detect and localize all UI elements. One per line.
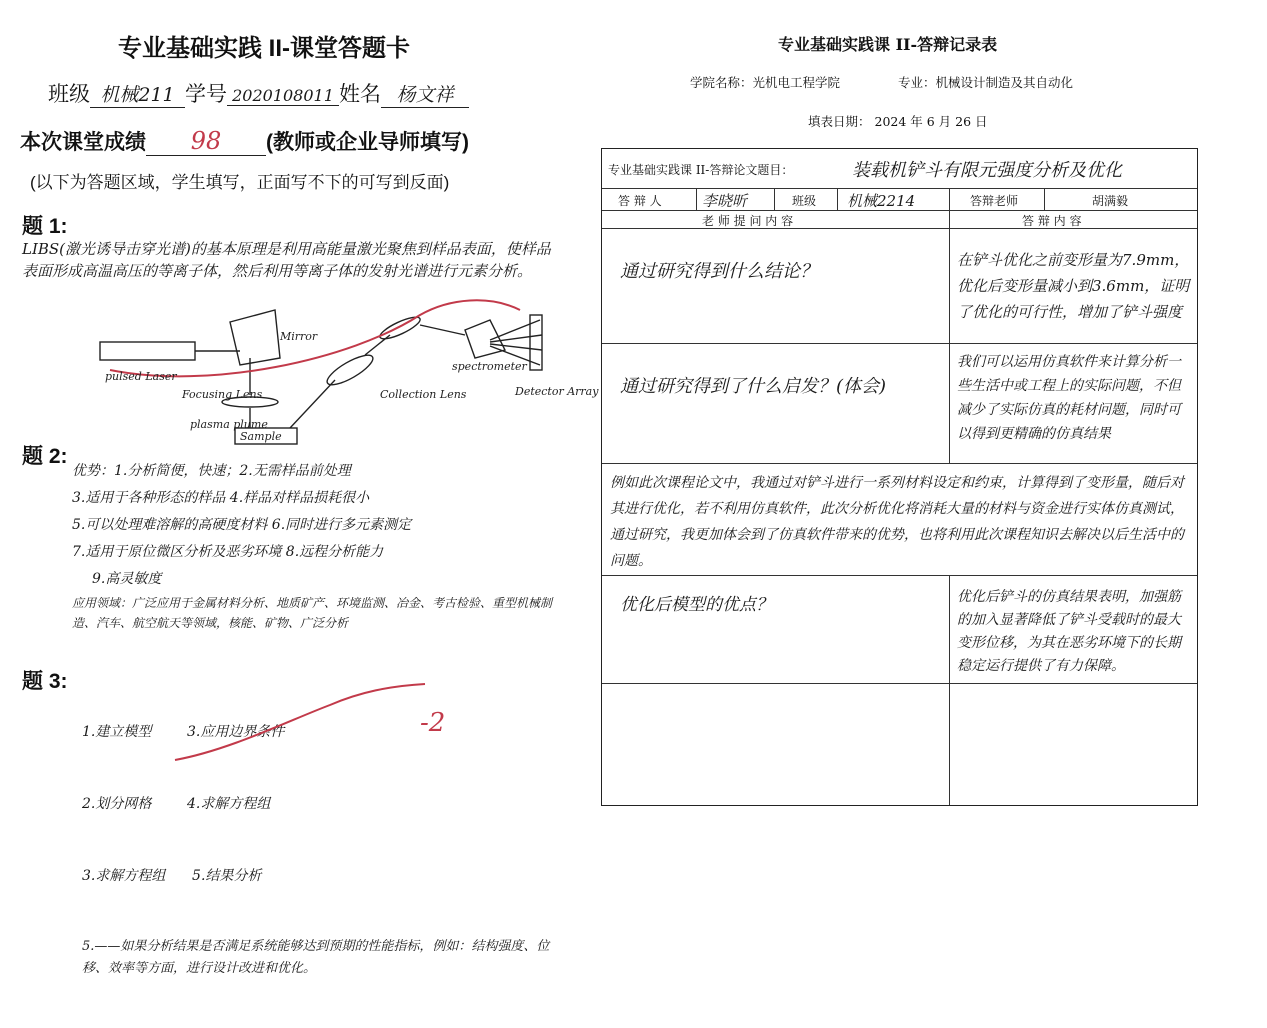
- label-detector-array: Detector Array: [515, 385, 599, 398]
- q3-line: 2.划分网格 4.求解方程组: [82, 796, 271, 812]
- empty-row-divider: [949, 684, 950, 805]
- label-plasma-plume: plasma plume: [190, 418, 268, 431]
- id-label: 学号: [185, 83, 227, 106]
- major-label: 专业：机械设计制造及其自动化: [898, 75, 1074, 90]
- qa-answer: 在铲斗优化之前变形量为7.9mm，优化后变形量减小到3.6mm，证明了优化的可行性，增加了铲斗强度: [957, 251, 1190, 321]
- score-deduction: -2: [420, 708, 446, 738]
- class-value: 机械211: [90, 80, 185, 108]
- qa-question: 优化后模型的优点？: [620, 595, 773, 615]
- instruction-text: (以下为答题区域，学生填写，正面写不下的可写到反面): [30, 173, 450, 192]
- q2-line: 9.高灵敏度: [92, 571, 162, 587]
- defense-record-page: [598, 0, 1267, 825]
- q2-line: 优势：1.分析简便，快速；2.无需样品前处理: [72, 463, 351, 479]
- score-note: (教师或企业导师填写): [266, 131, 469, 154]
- teacher-value: 胡满毅: [1092, 194, 1129, 208]
- defender-label: 答 辩 人: [618, 194, 662, 208]
- spectrometer-shape: [465, 320, 505, 358]
- question-column-header: 老 师 提 问 内 容: [702, 214, 794, 228]
- class-label: 班级: [48, 83, 90, 106]
- q2-answer: [72, 458, 562, 633]
- topic-label: 专业基础实践课 II-答辩论文题目：: [608, 163, 794, 177]
- date-label: 填表日期：: [808, 114, 871, 129]
- q2-label: 题 2:: [22, 445, 68, 468]
- q3-line: 3.求解方程组 5.结果分析: [82, 868, 262, 884]
- q3-label: 题 3:: [22, 670, 68, 693]
- qa-wide-row: [602, 464, 1197, 576]
- record-title: 专业基础实践课 II-答辩记录表: [778, 35, 998, 54]
- qa-answer: 优化后铲斗的仿真结果表明，加强筋的加入显著降低了铲斗受载时的最大变形位移，为其在恶劣环境下的长期稳定运行提供了有力保障。: [957, 589, 1181, 674]
- q1-label: 题 1:: [22, 215, 68, 238]
- qa-question: 通过研究得到什么结论？: [620, 261, 818, 282]
- label-focusing-lens: Focusing Lens: [182, 388, 263, 401]
- score-value: 98: [146, 127, 266, 156]
- label-sample: Sample: [240, 430, 282, 443]
- q2-line: 3.适用于各种形态的样品 4.样品对样品损耗很小: [72, 490, 370, 506]
- college-label: 学院名称：光机电工程学院: [690, 75, 841, 90]
- red-correction-curve: [170, 680, 430, 770]
- id-value: 2020108011: [227, 86, 339, 106]
- laser-box: [100, 342, 195, 360]
- q1-answer: LIBS(激光诱导击穿光谱)的基本原理是利用高能量激光聚焦到样品表面，使样品表面形成高温高压的等离子体，然后利用等离子体的发射光谱进行元素分析。: [22, 240, 551, 280]
- qa-question: 通过研究得到了什么启发？(体会): [620, 376, 887, 397]
- qa-row: [602, 229, 1197, 344]
- q2-line: 5.可以处理难溶解的高硬度材料 6.同时进行多元素测定: [72, 517, 412, 533]
- column-header-row: [602, 211, 1197, 229]
- qa-row: [602, 344, 1197, 464]
- mirror-shape: [230, 310, 280, 365]
- answer-column-header: 答 辩 内 容: [1022, 214, 1082, 228]
- score-row: [20, 126, 469, 156]
- answer-card-page: [0, 0, 599, 976]
- qa-answer: 我们可以运用仿真软件来计算分析一些生活中或工程上的实际问题，不但减少了实际仿真的耗材问题，同时可以得到更精确的仿真结果: [957, 354, 1181, 442]
- defender-row: [602, 189, 1197, 211]
- label-pulsed-laser: pulsed Laser: [105, 370, 177, 383]
- q2-line: 应用领域：广泛应用于金属材料分析、地质矿产、环境监测、冶金、考古检验、重型机械制造、汽车、航空航天等领域，核能、矿物、广泛分析: [72, 596, 553, 630]
- date-row: [808, 112, 988, 130]
- class-label-record: 班级: [792, 194, 817, 208]
- teacher-label: 答辩老师: [970, 194, 1019, 208]
- topic-row: [602, 149, 1197, 189]
- label-collection-lens: Collection Lens: [380, 388, 467, 401]
- label-spectrometer: spectrometer: [452, 360, 527, 373]
- date-value: 2024 年 6 月 26 日: [874, 114, 988, 129]
- record-table: [601, 148, 1198, 806]
- student-info-row: [48, 78, 469, 108]
- name-value: 杨文祥: [381, 80, 469, 108]
- qa-row: [602, 576, 1197, 684]
- qa-wide-text: 例如此次课程论文中，我通过对铲斗进行一系列材料设定和约束，计算得到了变形量，随后对其进行优化，若不利用仿真软件，此次分析优化将消耗大量的材料与资金进行实体仿真测试，通过研究，我更加体会到了仿真软件带来的优势，也将利用此次课程知识去解决以后生活中的问题。: [610, 475, 1184, 569]
- name-label: 姓名: [339, 83, 381, 106]
- class-value-record: 机械2214: [847, 192, 916, 210]
- q3-line: 5.——如果分析结果是否满足系统能够达到预期的性能指标，例如：结构强度、位移、效率等方面，进行设计改进和优化。: [82, 939, 550, 976]
- label-mirror: Mirror: [280, 330, 318, 343]
- q2-line: 7.适用于原位微区分析及恶劣环境 8.远程分析能力: [72, 544, 384, 560]
- score-label: 本次课堂成绩: [20, 131, 146, 154]
- card-title: 专业基础实践 II-课堂答题卡: [118, 35, 410, 62]
- defender-value: 李晓昕: [702, 192, 748, 210]
- q3-line: 1.建立模型 3.应用边界条件: [82, 724, 285, 740]
- topic-value: 装载机铲斗有限元强度分析及优化: [852, 160, 1122, 181]
- libs-diagram: [90, 300, 599, 450]
